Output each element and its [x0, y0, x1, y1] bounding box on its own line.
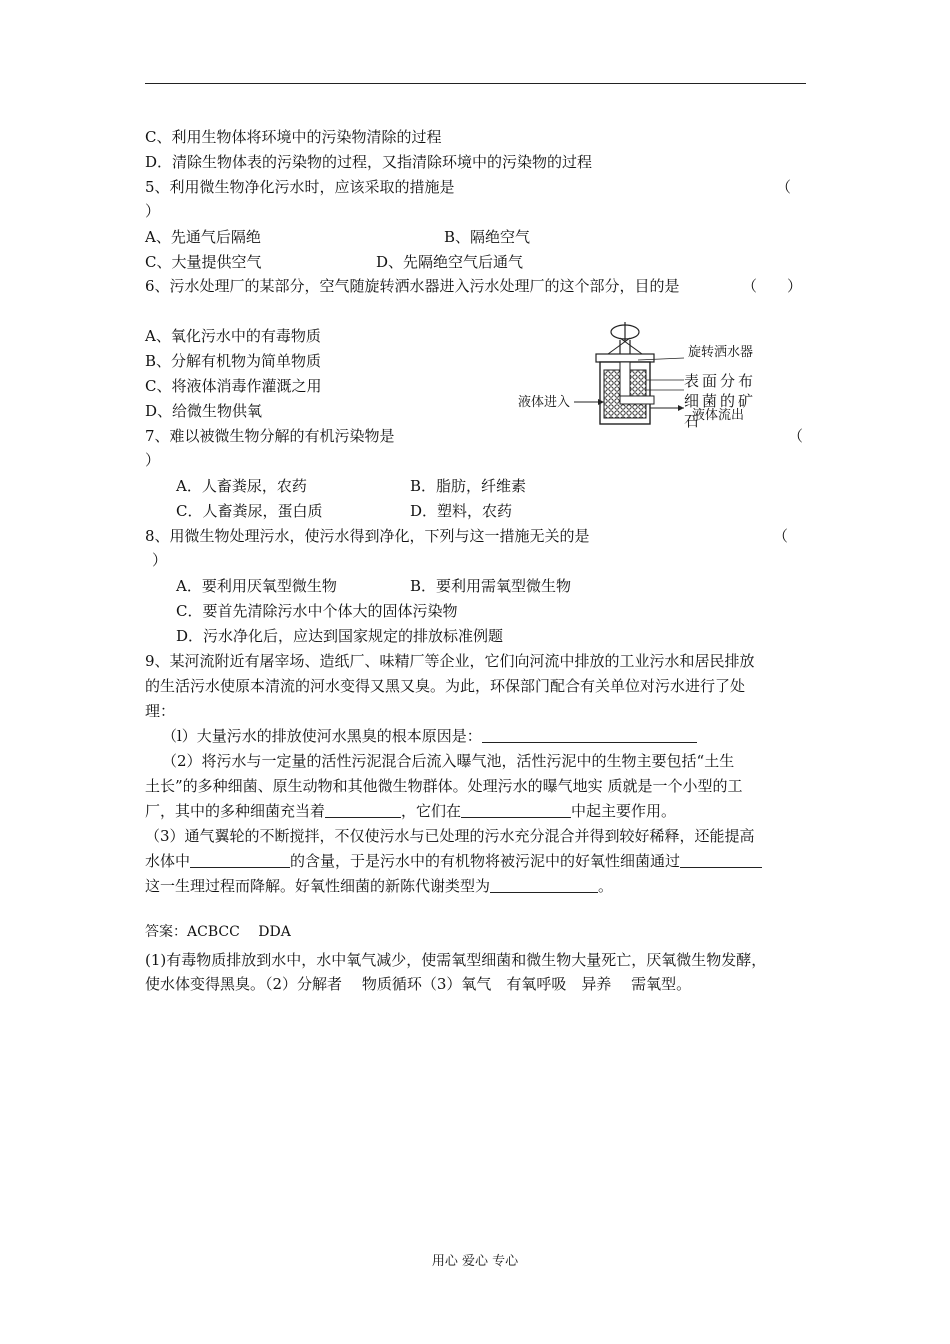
q8-option-a: A．要利用厌氧型微生物	[176, 577, 337, 595]
page-footer: 用心 爱心 专心	[431, 1254, 519, 1269]
q9-sub3-c-text-2: 。	[598, 877, 614, 895]
answer-line-3: 使水体变得黑臭。（2）分解者 物质循环（3）氧气 有氧呼吸 异养 需氧型。	[145, 975, 692, 993]
label-surface-3: 石	[684, 412, 700, 430]
q-prev-option-d: D．清除生物体表的污染物的过程，又指清除环境中的污染物的过程	[145, 153, 593, 171]
q8-option-b: B．要利用需氧型微生物	[410, 577, 572, 595]
q9-sub3-b-text-1: 水体中	[145, 852, 191, 870]
q9-sub3-c-text-1: 这一生理过程而降解。好氧性细菌的新陈代谢类型为	[145, 877, 491, 895]
q8-paren-close: ）	[152, 551, 168, 569]
q9-sub3-b-text-2: 的含量，于是污水中的有机物将被污泥中的好氧性细菌通过	[290, 852, 681, 870]
q8-option-c: C．要首先清除污水中个体大的固体污染物	[176, 602, 458, 620]
q9-blank-metabolism[interactable]	[490, 877, 598, 893]
header-rule	[145, 83, 806, 84]
q5-option-b: B、隔绝空气	[444, 228, 531, 246]
q9-blank-process[interactable]	[461, 802, 571, 818]
q7-stem: 7、难以被微生物分解的有机污染物是	[145, 427, 395, 445]
label-liquid-in: 液体进入	[518, 395, 571, 410]
q9-blank-content[interactable]	[190, 852, 290, 868]
q7-paren-close: ）	[145, 451, 161, 469]
q9-sub2-c-text-1: 厂，其中的多种细菌充当着	[145, 802, 326, 820]
q9-line-2: 的生活污水使原本清流的河水变得又黑又臭。为此，环保部门配合有关单位对污水进行了处	[145, 677, 746, 695]
label-liquid-out: 液体流出	[692, 408, 745, 423]
q9-sub3-b	[145, 851, 762, 871]
q6-option-c: C、将液体消毒作灌溉之用	[145, 377, 322, 395]
q5-paren-open: （	[776, 178, 792, 196]
q7-option-d: D．塑料，农药	[410, 502, 513, 520]
q5-stem: 5、利用微生物净化污水时，应该采取的措施是	[145, 178, 455, 196]
q9-blank-physiology[interactable]	[680, 852, 762, 868]
q9-sub2-a: （2）将污水与一定量的活性污泥混合后流入曝气池，活性污泥中的生物主要包括“土生	[162, 752, 735, 770]
q9-sub3-c	[145, 876, 613, 896]
q8-stem: 8、用微生物处理污水，使污水得到净化，下列与这一措施无关的是	[145, 527, 590, 545]
q9-sub2-c-text-2: ，它们在	[401, 802, 462, 820]
q9-sub3-a: （3）通气翼轮的不断搅拌，不仅使污水与已处理的污水充分混合并得到较好稀释，还能提高	[145, 827, 755, 845]
q5-option-d: D、先隔绝空气后通气	[376, 253, 524, 271]
q9-sub2-c	[145, 801, 676, 821]
q7-option-a: A．人畜粪尿，农药	[176, 477, 307, 495]
label-sprinkler: 旋转洒水器	[688, 345, 754, 360]
q9-blank-role[interactable]	[325, 802, 401, 818]
q9-line-1: 9、某河流附近有屠宰场、造纸厂、味精厂等企业，它们向河流中排放的工业污水和居民排放	[145, 652, 755, 670]
q6-option-a: A、氧化污水中的有毒物质	[145, 327, 321, 345]
q-prev-option-c: C、利用生物体将环境中的污染物清除的过程	[145, 128, 442, 146]
sprinkler-filter-diagram	[512, 320, 802, 430]
q9-sub2-b: 土长”的多种细菌、原生动物和其他微生物群体。处理污水的曝气地实 质就是一个小型的工	[145, 777, 743, 795]
answer-line-1: 答案：ACBCC DDA	[145, 924, 291, 940]
q6-option-d: D、给微生物供氧	[145, 402, 263, 420]
q7-paren-open: （	[788, 427, 804, 445]
q8-paren-open: （	[773, 527, 789, 545]
label-surface-2: 细菌的矿	[684, 392, 757, 410]
q9-sub1-blank[interactable]	[482, 727, 697, 743]
q5-option-c: C、大量提供空气	[145, 253, 262, 271]
q5-paren-close: ）	[145, 202, 161, 220]
q9-line-3: 理：	[145, 702, 176, 720]
q8-option-d: D．污水净化后，应达到国家规定的排放标准例题	[176, 627, 504, 645]
q6-stem: 6、污水处理厂的某部分，空气随旋转洒水器进入污水处理厂的这个部分，目的是	[145, 277, 680, 295]
q5-option-a: A、先通气后隔绝	[145, 228, 261, 246]
q7-option-b: B．脂肪，纤维素	[410, 477, 527, 495]
q9-sub2-c-text-3: 中起主要作用。	[571, 802, 677, 820]
q6-option-b: B、分解有机物为简单物质	[145, 352, 322, 370]
q6-paren: （ ）	[742, 277, 803, 295]
q7-option-c: C．人畜粪尿，蛋白质	[176, 502, 323, 520]
label-surface-1: 表面分布	[684, 372, 757, 390]
q9-sub1	[162, 726, 697, 746]
answer-line-2: (1)有毒物质排放到水中，水中氧气减少，使需氧型细菌和微生物大量死亡，厌氧微生物发酵，	[145, 951, 767, 969]
q9-sub1-text: （l）大量污水的排放使河水黑臭的根本原因是：	[162, 727, 482, 745]
